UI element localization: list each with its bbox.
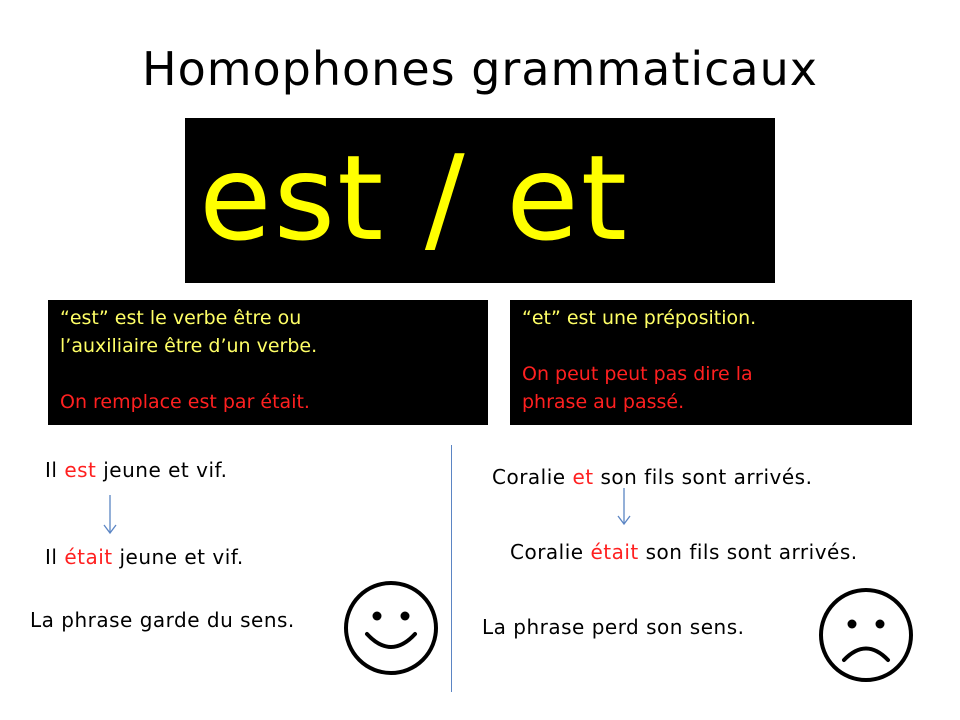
rule-et-test-line-2: phrase au passé. <box>522 391 685 413</box>
page-title: Homophones grammaticaux <box>141 42 818 96</box>
example-et-original: Coralie et son fils sont arrivés. <box>492 465 813 489</box>
conclusion-et: La phrase perd son sens. <box>482 615 745 639</box>
banner-text: est / et <box>199 129 629 267</box>
example-est-replaced: Il était jeune et vif. <box>45 545 244 569</box>
rule-box-est <box>48 300 488 425</box>
highlight-etait: était <box>64 545 113 569</box>
rule-est-replacement: On remplace est par était. <box>60 391 310 413</box>
smiley-face-icon <box>343 580 439 676</box>
frowning-face-icon <box>818 587 914 683</box>
rule-et-line-1: “et” est une préposition. <box>522 307 757 329</box>
rule-est-line-2: l’auxiliaire être d’un verbe. <box>60 335 318 357</box>
title-banner <box>185 118 775 283</box>
example-est-original: Il est jeune et vif. <box>45 458 228 482</box>
rule-box-et <box>510 300 912 425</box>
example-et-replaced: Coralie était son fils sont arrivés. <box>510 540 858 564</box>
down-arrow-icon <box>616 488 632 528</box>
highlight-est: est <box>64 458 97 482</box>
rule-et-test-line-1: On peut peut pas dire la <box>522 363 753 385</box>
highlight-et: et <box>572 465 594 489</box>
highlight-etait-right: était <box>590 540 639 564</box>
down-arrow-icon <box>102 495 118 537</box>
conclusion-est: La phrase garde du sens. <box>30 608 295 632</box>
column-divider <box>451 445 452 692</box>
rule-est-line-1: “est” est le verbe être ou <box>60 307 302 329</box>
